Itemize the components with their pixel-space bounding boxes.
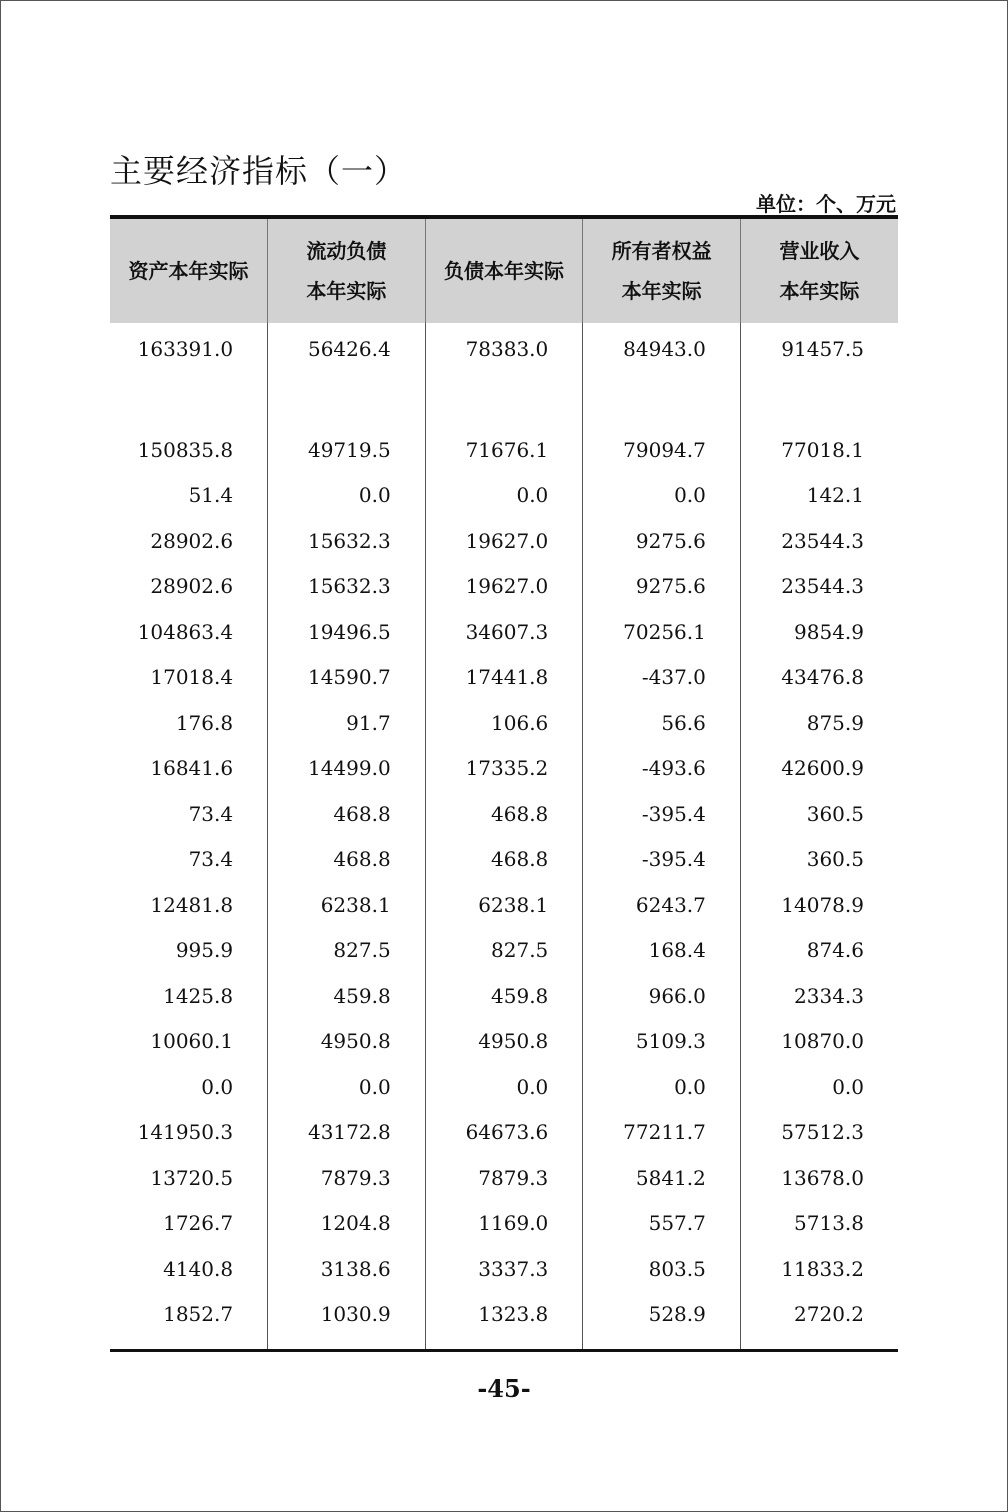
- table-cell: 15632.3: [268, 518, 426, 564]
- table-row: [110, 837, 898, 883]
- table-cell: 10870.0: [740, 1019, 898, 1065]
- table-cell: 7879.3: [425, 1155, 583, 1201]
- table-row: [110, 609, 898, 655]
- table-cell: 106.6: [425, 700, 583, 746]
- table-cell: 459.8: [268, 973, 426, 1019]
- table-cell: 468.8: [425, 837, 583, 883]
- table-row: [110, 655, 898, 701]
- table-cell: 19496.5: [268, 609, 426, 655]
- table-cell: 34607.3: [425, 609, 583, 655]
- column-header: 负债本年实际: [425, 217, 583, 323]
- table-cell: 875.9: [740, 700, 898, 746]
- table-cell: 0.0: [201, 1074, 234, 1099]
- table-row: [110, 973, 898, 1019]
- table-cell: 5109.3: [583, 1019, 741, 1065]
- page-number: -45-: [477, 1374, 531, 1403]
- table-row: [110, 1292, 898, 1351]
- table-cell: 49719.5: [268, 427, 426, 473]
- table-cell: 0.0: [583, 1064, 741, 1110]
- table-cell: 71676.1: [425, 427, 583, 473]
- table-cell: 1204.8: [268, 1201, 426, 1247]
- table-cell: 91.7: [268, 700, 426, 746]
- column-header: 流动负债 本年实际: [268, 217, 426, 323]
- table-cell: 0.0: [583, 473, 741, 519]
- table-cell: 10060.1: [150, 1029, 234, 1054]
- table-cell: 176.8: [175, 710, 234, 735]
- table-cell: 57512.3: [740, 1110, 898, 1156]
- table-cell: 0.0: [740, 1064, 898, 1110]
- table-row: [110, 746, 898, 792]
- table-cell: 6238.1: [268, 882, 426, 928]
- table-cell: 43476.8: [740, 655, 898, 701]
- table-cell: 142.1: [740, 473, 898, 519]
- table-cell: 42600.9: [740, 746, 898, 792]
- unit-label: 单位：个、万元: [756, 192, 896, 216]
- column-header: 资产本年实际: [128, 259, 249, 283]
- table-cell: 468.8: [268, 791, 426, 837]
- table-cell: 2720.2: [740, 1292, 898, 1351]
- table-cell: 14590.7: [268, 655, 426, 701]
- table-cell: 1030.9: [268, 1292, 426, 1351]
- table-cell: 104863.4: [137, 619, 234, 644]
- table-cell: 14078.9: [740, 882, 898, 928]
- table-cell: 13720.5: [150, 1165, 234, 1190]
- table-cell: 1726.7: [163, 1211, 234, 1236]
- table-cell: 77018.1: [740, 427, 898, 473]
- table-cell: 19627.0: [425, 518, 583, 564]
- table-cell: 28902.6: [150, 574, 234, 599]
- table-row: [110, 1201, 898, 1247]
- table-cell: 5841.2: [583, 1155, 741, 1201]
- table-cell: 0.0: [425, 473, 583, 519]
- table-cell: 803.5: [583, 1246, 741, 1292]
- table-cell: 141950.3: [137, 1120, 234, 1145]
- table-cell: -395.4: [583, 791, 741, 837]
- table-cell: 11833.2: [740, 1246, 898, 1292]
- table-cell: 966.0: [583, 973, 741, 1019]
- table-cell: 14499.0: [268, 746, 426, 792]
- table-cell: 4950.8: [425, 1019, 583, 1065]
- table-cell: -493.6: [583, 746, 741, 792]
- table-row: [110, 1246, 898, 1292]
- table-cell: 56.6: [583, 700, 741, 746]
- table-cell: 4950.8: [268, 1019, 426, 1065]
- spacer-cell: [583, 383, 741, 427]
- table-cell: 874.6: [740, 928, 898, 974]
- table-body: [110, 323, 898, 1351]
- table-cell: 6243.7: [583, 882, 741, 928]
- table-cell: 7879.3: [268, 1155, 426, 1201]
- table-cell: 827.5: [425, 928, 583, 974]
- table-cell: 23544.3: [740, 564, 898, 610]
- table-row: [110, 518, 898, 564]
- table-cell: 9275.6: [583, 518, 741, 564]
- table-cell: 1169.0: [425, 1201, 583, 1247]
- table-cell: 0.0: [268, 1064, 426, 1110]
- table-cell: 1852.7: [163, 1302, 234, 1327]
- table-row: [110, 564, 898, 610]
- table-cell: 17335.2: [425, 746, 583, 792]
- table-row: [110, 882, 898, 928]
- table-row: [110, 700, 898, 746]
- table-cell: 0.0: [268, 473, 426, 519]
- table-cell: 19627.0: [425, 564, 583, 610]
- table-cell: 3138.6: [268, 1246, 426, 1292]
- table-cell: 43172.8: [268, 1110, 426, 1156]
- spacer-row: [110, 383, 898, 427]
- table-cell: 360.5: [740, 791, 898, 837]
- table-row: [110, 427, 898, 473]
- table-cell: 13678.0: [740, 1155, 898, 1201]
- economic-indicators-table: [110, 215, 898, 1352]
- table-cell: 995.9: [175, 938, 234, 963]
- table-cell: 51.4: [188, 483, 234, 508]
- table-cell: 28902.6: [150, 528, 234, 553]
- table-cell: 1323.8: [425, 1292, 583, 1351]
- table-row: [110, 928, 898, 974]
- table-cell: 73.4: [188, 801, 234, 826]
- table-cell: 528.9: [583, 1292, 741, 1351]
- table-cell: 16841.6: [150, 756, 234, 781]
- table-cell: 6238.1: [425, 882, 583, 928]
- table-row: [110, 1155, 898, 1201]
- table-cell: 3337.3: [425, 1246, 583, 1292]
- table-cell: 70256.1: [583, 609, 741, 655]
- table-cell: 1425.8: [163, 983, 234, 1008]
- table-cell: 163391.0: [137, 337, 234, 361]
- table-cell: -437.0: [583, 655, 741, 701]
- table-cell: 4140.8: [163, 1256, 234, 1281]
- spacer-cell: [110, 383, 268, 427]
- table-cell: 77211.7: [583, 1110, 741, 1156]
- table-cell: 827.5: [268, 928, 426, 974]
- table-cell: 0.0: [425, 1064, 583, 1110]
- spacer-cell: [425, 383, 583, 427]
- table-cell: 12481.8: [150, 892, 234, 917]
- table-cell: -395.4: [583, 837, 741, 883]
- table-row: [110, 1110, 898, 1156]
- indicator-table-wrapper: [110, 215, 898, 1352]
- column-header: 营业收入 本年实际: [740, 217, 898, 323]
- table-cell: 9854.9: [740, 609, 898, 655]
- table-cell: 17441.8: [425, 655, 583, 701]
- table-cell: 468.8: [268, 837, 426, 883]
- table-cell: 91457.5: [740, 323, 898, 383]
- spacer-cell: [740, 383, 898, 427]
- column-header: 所有者权益 本年实际: [583, 217, 741, 323]
- table-cell: 23544.3: [740, 518, 898, 564]
- table-cell: 5713.8: [740, 1201, 898, 1247]
- table-row: [110, 791, 898, 837]
- table-cell: 79094.7: [583, 427, 741, 473]
- page-title: 主要经济指标（一）: [110, 152, 408, 190]
- table-cell: 459.8: [425, 973, 583, 1019]
- table-row: [110, 323, 898, 383]
- spacer-cell: [268, 383, 426, 427]
- table-cell: 150835.8: [137, 437, 234, 462]
- table-cell: 2334.3: [740, 973, 898, 1019]
- table-cell: 9275.6: [583, 564, 741, 610]
- table-cell: 468.8: [425, 791, 583, 837]
- table-cell: 360.5: [740, 837, 898, 883]
- table-cell: 15632.3: [268, 564, 426, 610]
- table-cell: 56426.4: [268, 323, 426, 383]
- table-cell: 64673.6: [425, 1110, 583, 1156]
- table-row: [110, 1064, 898, 1110]
- table-row: [110, 473, 898, 519]
- table-cell: 557.7: [583, 1201, 741, 1247]
- table-header-row: [110, 217, 898, 323]
- table-cell: 84943.0: [583, 323, 741, 383]
- table-cell: 17018.4: [150, 665, 234, 690]
- table-cell: 168.4: [583, 928, 741, 974]
- table-cell: 78383.0: [425, 323, 583, 383]
- table-row: [110, 1019, 898, 1065]
- table-cell: 73.4: [188, 847, 234, 872]
